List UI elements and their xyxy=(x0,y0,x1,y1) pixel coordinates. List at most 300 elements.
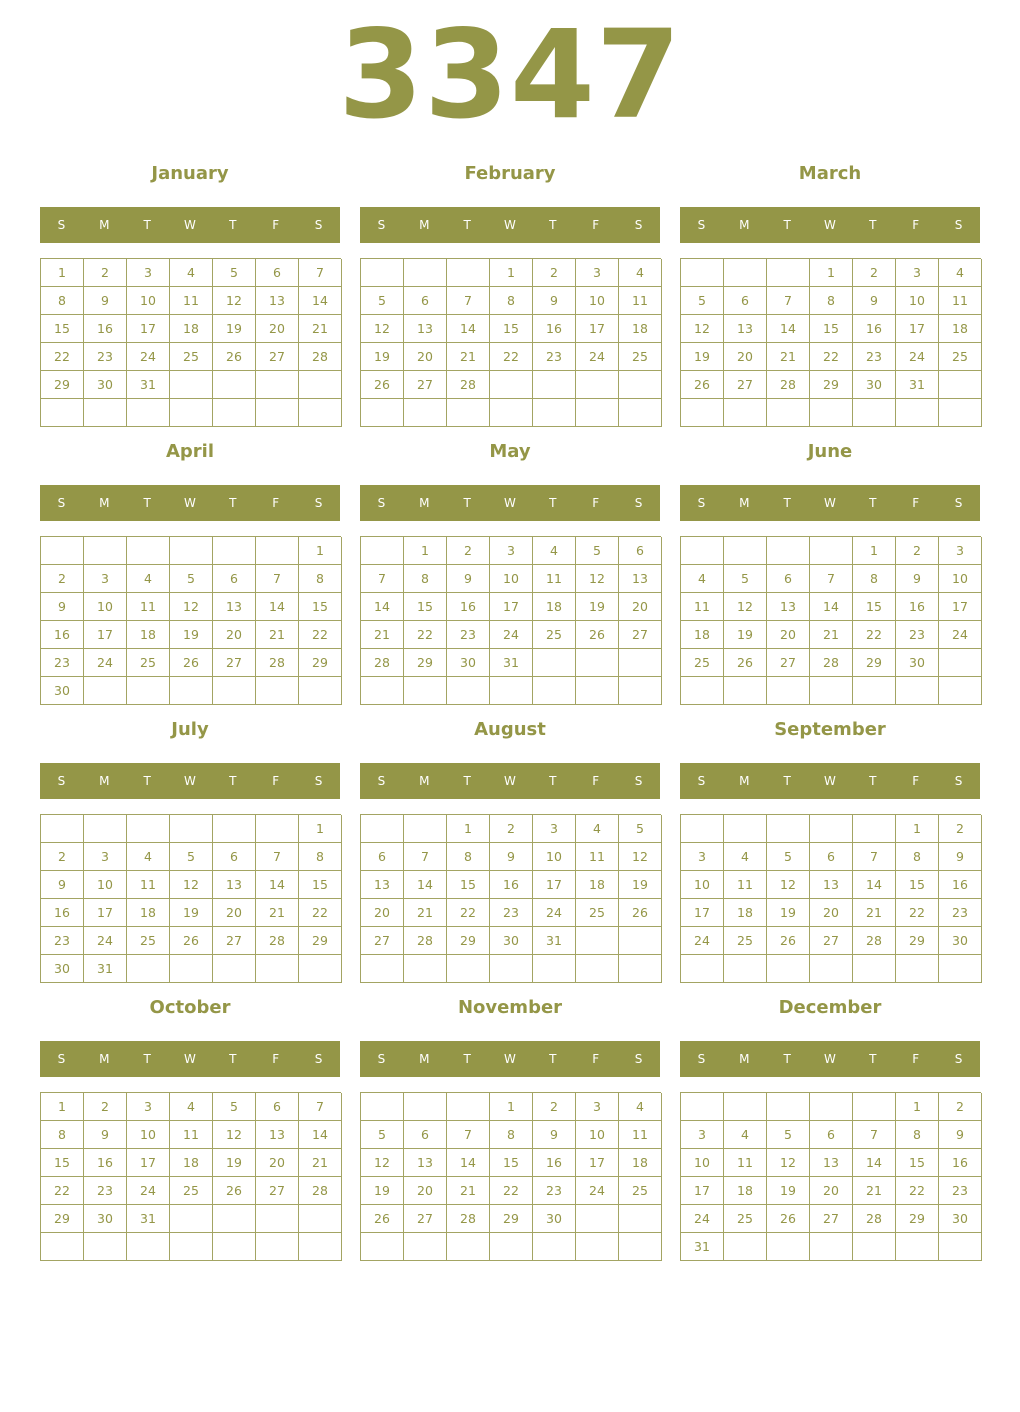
weekday-label: T xyxy=(463,218,471,232)
empty-day-cell xyxy=(681,815,724,843)
day-cell: 22 xyxy=(896,899,939,927)
empty-day-cell xyxy=(724,815,767,843)
day-cell: 17 xyxy=(576,1149,619,1177)
empty-day-cell xyxy=(490,371,533,399)
day-cell: 9 xyxy=(490,843,533,871)
empty-day-cell xyxy=(767,1093,810,1121)
weekday-label: W xyxy=(184,1052,196,1066)
empty-day-cell xyxy=(619,955,662,983)
day-cell: 18 xyxy=(127,621,170,649)
weekday-label: W xyxy=(504,1052,516,1066)
day-cell: 10 xyxy=(939,565,982,593)
day-cell: 4 xyxy=(533,537,576,565)
weekday-label: F xyxy=(912,496,920,510)
day-cell: 9 xyxy=(41,593,84,621)
day-cell: 17 xyxy=(127,315,170,343)
day-cell: 18 xyxy=(724,1177,767,1205)
day-cell: 11 xyxy=(724,1149,767,1177)
weekday-label: W xyxy=(824,218,836,232)
weekday-label: S xyxy=(314,218,323,232)
day-cell: 27 xyxy=(361,927,404,955)
empty-day-cell xyxy=(619,1205,662,1233)
empty-day-cell xyxy=(810,1233,853,1261)
day-cell: 14 xyxy=(256,871,299,899)
day-cell: 5 xyxy=(170,565,213,593)
weekday-header xyxy=(360,207,660,243)
day-cell: 9 xyxy=(533,287,576,315)
day-cell: 24 xyxy=(533,899,576,927)
day-cell: 27 xyxy=(213,649,256,677)
empty-day-cell xyxy=(681,677,724,705)
day-cell: 30 xyxy=(41,677,84,705)
empty-day-cell xyxy=(810,399,853,427)
day-cell: 11 xyxy=(127,871,170,899)
day-cell: 19 xyxy=(213,1149,256,1177)
day-cell: 29 xyxy=(853,649,896,677)
empty-day-cell xyxy=(533,399,576,427)
day-cell: 14 xyxy=(853,1149,896,1177)
day-cell: 24 xyxy=(939,621,982,649)
month-title: October xyxy=(149,997,231,1018)
day-cell: 15 xyxy=(299,871,342,899)
day-cell: 20 xyxy=(810,899,853,927)
day-cell: 15 xyxy=(490,315,533,343)
empty-day-cell xyxy=(41,399,84,427)
day-cell: 27 xyxy=(810,927,853,955)
day-cell: 21 xyxy=(447,343,490,371)
empty-day-cell xyxy=(256,1205,299,1233)
day-grid xyxy=(680,814,981,983)
empty-day-cell xyxy=(256,537,299,565)
day-cell: 3 xyxy=(681,843,724,871)
day-cell: 5 xyxy=(576,537,619,565)
day-cell: 19 xyxy=(576,593,619,621)
empty-day-cell xyxy=(404,1093,447,1121)
day-cell: 19 xyxy=(681,343,724,371)
empty-day-cell xyxy=(361,1093,404,1121)
day-cell: 30 xyxy=(84,371,127,399)
day-cell: 2 xyxy=(533,1093,576,1121)
month-title: September xyxy=(774,719,886,740)
day-cell: 29 xyxy=(41,371,84,399)
day-cell: 24 xyxy=(681,927,724,955)
day-cell: 22 xyxy=(853,621,896,649)
day-cell: 13 xyxy=(213,593,256,621)
day-cell: 7 xyxy=(447,287,490,315)
day-cell: 12 xyxy=(724,593,767,621)
day-cell: 8 xyxy=(41,287,84,315)
day-cell: 25 xyxy=(619,343,662,371)
empty-day-cell xyxy=(299,1233,342,1261)
day-cell: 31 xyxy=(490,649,533,677)
day-cell: 30 xyxy=(84,1205,127,1233)
day-cell: 17 xyxy=(681,1177,724,1205)
day-cell: 17 xyxy=(533,871,576,899)
empty-day-cell xyxy=(84,399,127,427)
day-cell: 28 xyxy=(404,927,447,955)
day-cell: 30 xyxy=(939,927,982,955)
weekday-label: M xyxy=(419,496,430,510)
weekday-label: S xyxy=(314,1052,323,1066)
day-cell: 9 xyxy=(84,287,127,315)
day-cell: 8 xyxy=(447,843,490,871)
day-cell: 18 xyxy=(939,315,982,343)
day-cell: 17 xyxy=(84,621,127,649)
day-cell: 28 xyxy=(810,649,853,677)
month-august xyxy=(360,711,660,948)
day-cell: 1 xyxy=(404,537,447,565)
empty-day-cell xyxy=(576,649,619,677)
empty-day-cell xyxy=(533,649,576,677)
month-title: May xyxy=(489,441,531,462)
day-cell: 21 xyxy=(447,1177,490,1205)
day-cell: 9 xyxy=(41,871,84,899)
day-cell: 24 xyxy=(681,1205,724,1233)
day-cell: 6 xyxy=(404,1121,447,1149)
day-cell: 20 xyxy=(213,621,256,649)
day-cell: 3 xyxy=(84,843,127,871)
day-cell: 29 xyxy=(896,927,939,955)
day-cell: 15 xyxy=(810,315,853,343)
day-cell: 12 xyxy=(170,593,213,621)
day-cell: 10 xyxy=(681,1149,724,1177)
empty-day-cell xyxy=(213,815,256,843)
weekday-label: S xyxy=(697,1052,706,1066)
day-cell: 26 xyxy=(681,371,724,399)
day-cell: 21 xyxy=(853,899,896,927)
day-cell: 17 xyxy=(896,315,939,343)
month-title: January xyxy=(151,163,229,184)
empty-day-cell xyxy=(170,677,213,705)
empty-day-cell xyxy=(533,955,576,983)
empty-day-cell xyxy=(576,1233,619,1261)
empty-day-cell xyxy=(896,1233,939,1261)
empty-day-cell xyxy=(767,537,810,565)
day-cell: 12 xyxy=(213,1121,256,1149)
empty-day-cell xyxy=(767,259,810,287)
empty-day-cell xyxy=(213,1233,256,1261)
day-cell: 2 xyxy=(853,259,896,287)
empty-day-cell xyxy=(853,1093,896,1121)
day-cell: 9 xyxy=(939,1121,982,1149)
day-cell: 15 xyxy=(404,593,447,621)
day-cell: 7 xyxy=(404,843,447,871)
day-cell: 6 xyxy=(256,1093,299,1121)
day-cell: 5 xyxy=(619,815,662,843)
day-cell: 31 xyxy=(533,927,576,955)
empty-day-cell xyxy=(490,399,533,427)
day-cell: 25 xyxy=(619,1177,662,1205)
day-cell: 1 xyxy=(490,1093,533,1121)
empty-day-cell xyxy=(170,399,213,427)
day-cell: 3 xyxy=(490,537,533,565)
day-cell: 31 xyxy=(896,371,939,399)
empty-day-cell xyxy=(724,259,767,287)
day-cell: 4 xyxy=(939,259,982,287)
day-cell: 30 xyxy=(41,955,84,983)
day-cell: 3 xyxy=(896,259,939,287)
day-cell: 4 xyxy=(170,1093,213,1121)
weekday-label: S xyxy=(314,774,323,788)
empty-day-cell xyxy=(127,677,170,705)
empty-day-cell xyxy=(724,399,767,427)
empty-day-cell xyxy=(170,815,213,843)
day-cell: 22 xyxy=(447,899,490,927)
day-cell: 7 xyxy=(299,259,342,287)
empty-day-cell xyxy=(127,399,170,427)
day-cell: 23 xyxy=(84,343,127,371)
day-cell: 15 xyxy=(447,871,490,899)
empty-day-cell xyxy=(619,649,662,677)
day-cell: 11 xyxy=(619,1121,662,1149)
day-cell: 23 xyxy=(41,649,84,677)
day-cell: 1 xyxy=(896,815,939,843)
day-cell: 8 xyxy=(896,843,939,871)
day-cell: 27 xyxy=(404,1205,447,1233)
day-cell: 8 xyxy=(41,1121,84,1149)
day-cell: 6 xyxy=(256,259,299,287)
day-cell: 29 xyxy=(41,1205,84,1233)
day-cell: 2 xyxy=(939,1093,982,1121)
day-cell: 25 xyxy=(724,1205,767,1233)
day-cell: 23 xyxy=(939,1177,982,1205)
day-cell: 9 xyxy=(939,843,982,871)
day-cell: 8 xyxy=(299,565,342,593)
empty-day-cell xyxy=(170,1205,213,1233)
weekday-label: T xyxy=(549,1052,557,1066)
weekday-label: T xyxy=(229,1052,237,1066)
weekday-header xyxy=(40,1041,340,1077)
month-january xyxy=(40,155,340,392)
day-cell: 18 xyxy=(127,899,170,927)
empty-day-cell xyxy=(939,371,982,399)
empty-day-cell xyxy=(213,371,256,399)
weekday-label: T xyxy=(463,774,471,788)
day-cell: 2 xyxy=(41,565,84,593)
day-cell: 12 xyxy=(767,871,810,899)
weekday-label: S xyxy=(954,496,963,510)
day-cell: 24 xyxy=(127,1177,170,1205)
day-cell: 6 xyxy=(724,287,767,315)
day-cell: 2 xyxy=(41,843,84,871)
weekday-label: S xyxy=(57,218,66,232)
day-cell: 20 xyxy=(724,343,767,371)
weekday-label: S xyxy=(377,496,386,510)
day-cell: 28 xyxy=(767,371,810,399)
day-cell: 24 xyxy=(127,343,170,371)
weekday-label: S xyxy=(377,218,386,232)
weekday-label: M xyxy=(419,1052,430,1066)
empty-day-cell xyxy=(256,677,299,705)
day-cell: 13 xyxy=(767,593,810,621)
day-cell: 10 xyxy=(127,1121,170,1149)
day-cell: 16 xyxy=(896,593,939,621)
weekday-label: S xyxy=(634,218,643,232)
weekday-label: T xyxy=(783,218,791,232)
day-cell: 7 xyxy=(767,287,810,315)
day-grid xyxy=(40,1092,341,1261)
day-cell: 1 xyxy=(299,537,342,565)
empty-day-cell xyxy=(724,537,767,565)
weekday-label: T xyxy=(463,496,471,510)
day-cell: 14 xyxy=(447,315,490,343)
day-cell: 1 xyxy=(490,259,533,287)
day-cell: 11 xyxy=(576,843,619,871)
weekday-label: W xyxy=(184,496,196,510)
day-cell: 8 xyxy=(896,1121,939,1149)
day-cell: 13 xyxy=(213,871,256,899)
day-cell: 27 xyxy=(404,371,447,399)
empty-day-cell xyxy=(256,371,299,399)
day-cell: 30 xyxy=(533,1205,576,1233)
month-september xyxy=(680,711,980,948)
day-cell: 13 xyxy=(404,1149,447,1177)
day-cell: 4 xyxy=(127,565,170,593)
day-cell: 23 xyxy=(939,899,982,927)
day-cell: 4 xyxy=(724,843,767,871)
day-cell: 26 xyxy=(213,343,256,371)
weekday-label: W xyxy=(504,218,516,232)
day-cell: 15 xyxy=(41,1149,84,1177)
empty-day-cell xyxy=(767,955,810,983)
day-cell: 19 xyxy=(361,343,404,371)
day-cell: 25 xyxy=(127,649,170,677)
empty-day-cell xyxy=(939,399,982,427)
empty-day-cell xyxy=(84,537,127,565)
empty-day-cell xyxy=(853,399,896,427)
day-cell: 28 xyxy=(256,649,299,677)
day-cell: 30 xyxy=(939,1205,982,1233)
day-cell: 12 xyxy=(619,843,662,871)
day-cell: 8 xyxy=(810,287,853,315)
empty-day-cell xyxy=(724,677,767,705)
day-cell: 5 xyxy=(213,259,256,287)
empty-day-cell xyxy=(404,259,447,287)
day-cell: 17 xyxy=(939,593,982,621)
empty-day-cell xyxy=(810,955,853,983)
day-cell: 16 xyxy=(853,315,896,343)
empty-day-cell xyxy=(490,1233,533,1261)
empty-day-cell xyxy=(767,399,810,427)
day-cell: 11 xyxy=(681,593,724,621)
day-cell: 18 xyxy=(619,315,662,343)
day-cell: 10 xyxy=(84,593,127,621)
empty-day-cell xyxy=(361,1233,404,1261)
day-cell: 1 xyxy=(896,1093,939,1121)
weekday-header xyxy=(680,485,980,521)
day-cell: 6 xyxy=(767,565,810,593)
empty-day-cell xyxy=(256,399,299,427)
month-title: April xyxy=(165,441,215,462)
day-cell: 5 xyxy=(767,843,810,871)
day-cell: 20 xyxy=(404,1177,447,1205)
empty-day-cell xyxy=(299,371,342,399)
day-cell: 14 xyxy=(299,287,342,315)
weekday-label: S xyxy=(634,496,643,510)
month-title: February xyxy=(464,163,556,184)
day-cell: 15 xyxy=(299,593,342,621)
empty-day-cell xyxy=(810,815,853,843)
day-cell: 25 xyxy=(170,1177,213,1205)
empty-day-cell xyxy=(576,927,619,955)
weekday-header xyxy=(40,207,340,243)
empty-day-cell xyxy=(619,1233,662,1261)
day-cell: 21 xyxy=(404,899,447,927)
weekday-label: T xyxy=(783,774,791,788)
month-title: June xyxy=(807,441,853,462)
day-cell: 6 xyxy=(619,537,662,565)
empty-day-cell xyxy=(299,955,342,983)
empty-day-cell xyxy=(41,815,84,843)
day-cell: 20 xyxy=(361,899,404,927)
day-cell: 27 xyxy=(256,343,299,371)
day-cell: 23 xyxy=(84,1177,127,1205)
empty-day-cell xyxy=(404,955,447,983)
day-cell: 21 xyxy=(810,621,853,649)
weekday-label: M xyxy=(739,218,750,232)
month-march xyxy=(680,155,980,392)
weekday-label: M xyxy=(739,774,750,788)
empty-day-cell xyxy=(576,1205,619,1233)
day-cell: 24 xyxy=(576,1177,619,1205)
weekday-label: T xyxy=(783,496,791,510)
empty-day-cell xyxy=(681,1093,724,1121)
empty-day-cell xyxy=(896,677,939,705)
day-cell: 7 xyxy=(853,1121,896,1149)
empty-day-cell xyxy=(84,815,127,843)
day-cell: 4 xyxy=(619,1093,662,1121)
empty-day-cell xyxy=(447,259,490,287)
day-cell: 20 xyxy=(767,621,810,649)
day-cell: 24 xyxy=(896,343,939,371)
day-cell: 14 xyxy=(404,871,447,899)
day-cell: 1 xyxy=(447,815,490,843)
day-cell: 2 xyxy=(533,259,576,287)
day-cell: 5 xyxy=(361,287,404,315)
weekday-label: T xyxy=(549,496,557,510)
day-cell: 26 xyxy=(767,927,810,955)
empty-day-cell xyxy=(170,371,213,399)
day-cell: 15 xyxy=(853,593,896,621)
day-cell: 16 xyxy=(939,1149,982,1177)
day-cell: 22 xyxy=(41,1177,84,1205)
day-cell: 27 xyxy=(810,1205,853,1233)
day-cell: 11 xyxy=(170,1121,213,1149)
day-cell: 30 xyxy=(447,649,490,677)
day-cell: 12 xyxy=(213,287,256,315)
weekday-label: T xyxy=(869,1052,877,1066)
month-title: August xyxy=(474,719,546,740)
empty-day-cell xyxy=(41,537,84,565)
weekday-label: S xyxy=(57,774,66,788)
month-title: March xyxy=(798,163,862,184)
month-july xyxy=(40,711,340,976)
day-cell: 16 xyxy=(490,871,533,899)
day-cell: 3 xyxy=(127,259,170,287)
day-cell: 16 xyxy=(41,899,84,927)
day-cell: 26 xyxy=(576,621,619,649)
month-may xyxy=(360,433,660,670)
day-cell: 17 xyxy=(681,899,724,927)
day-cell: 28 xyxy=(447,371,490,399)
day-cell: 5 xyxy=(170,843,213,871)
empty-day-cell xyxy=(724,1093,767,1121)
weekday-label: W xyxy=(824,496,836,510)
day-cell: 17 xyxy=(127,1149,170,1177)
empty-day-cell xyxy=(127,1233,170,1261)
day-cell: 3 xyxy=(681,1121,724,1149)
weekday-label: T xyxy=(143,496,151,510)
